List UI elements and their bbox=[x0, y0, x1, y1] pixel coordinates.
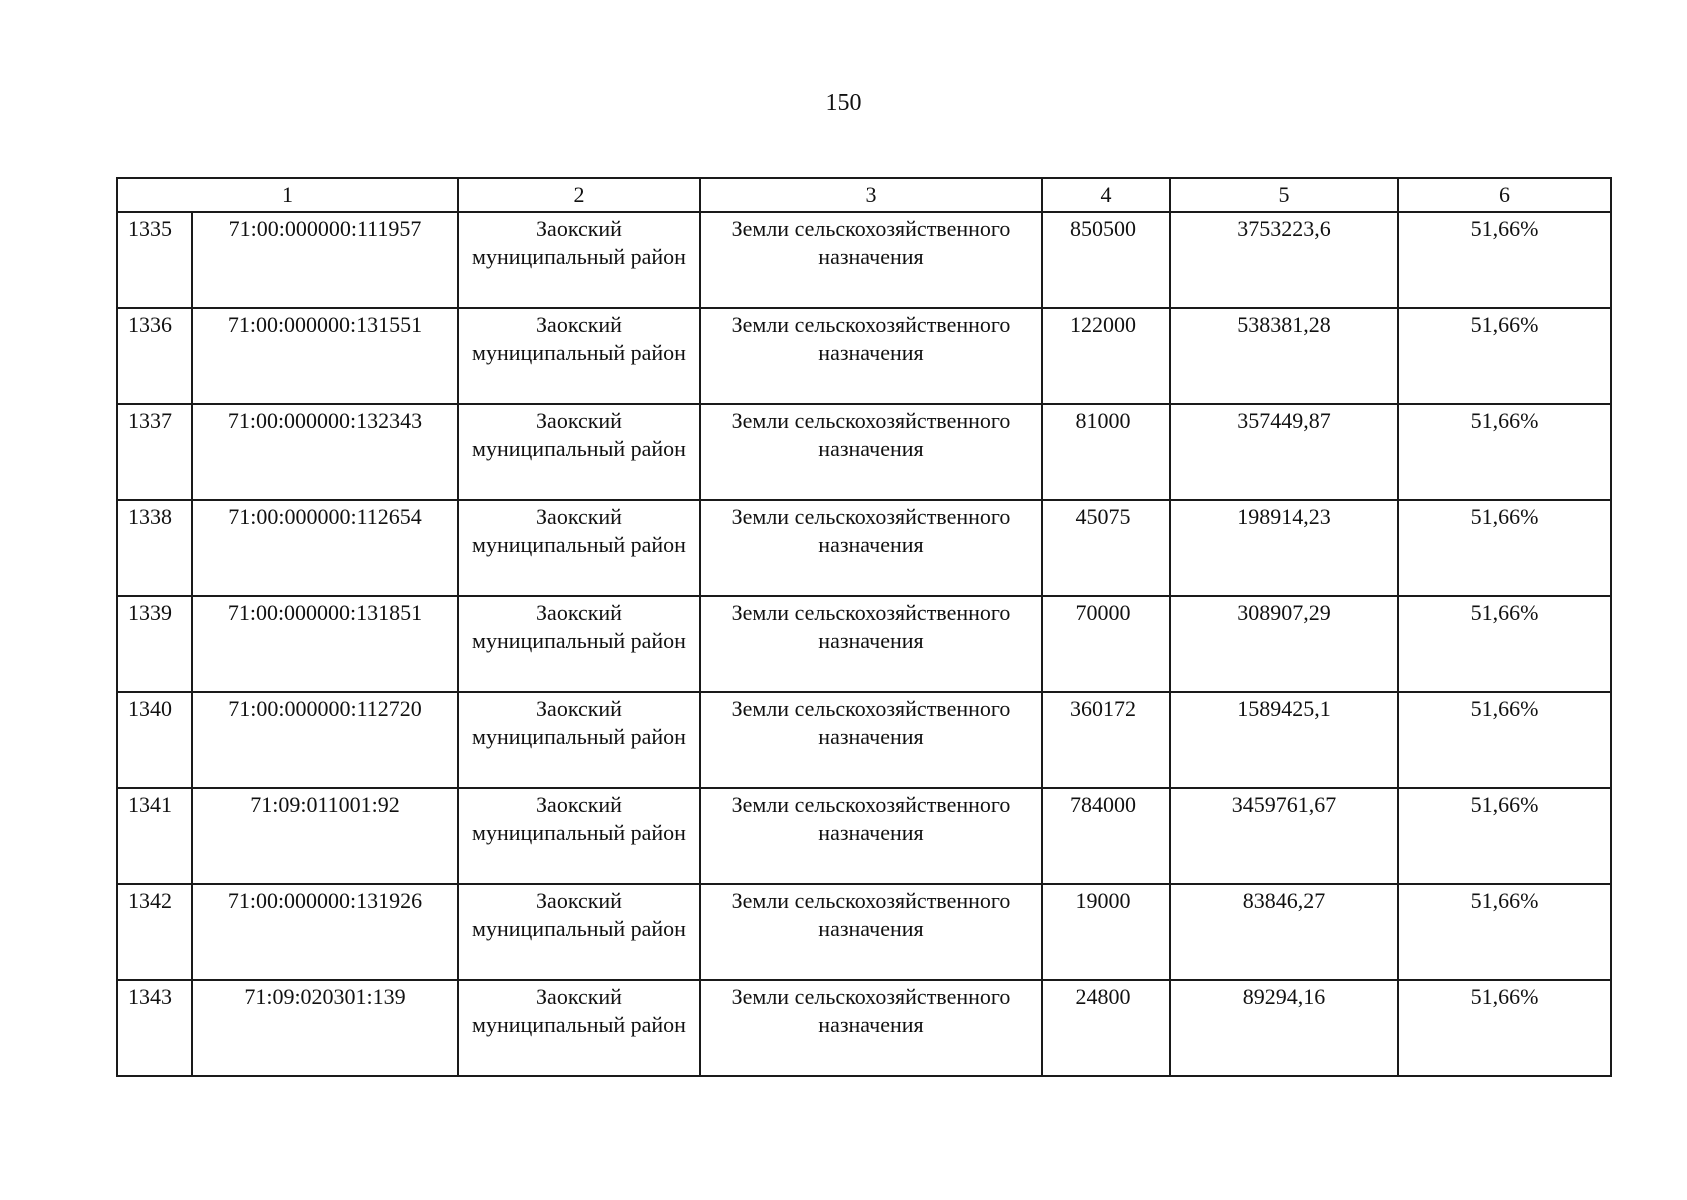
row-number: 1339 bbox=[117, 596, 192, 692]
row-number: 1337 bbox=[117, 404, 192, 500]
district: Заокский муниципальный район bbox=[458, 308, 700, 404]
table-row bbox=[117, 788, 1611, 884]
cadastral-number: 71:00:000000:132343 bbox=[192, 404, 458, 500]
cadastral-number: 71:09:020301:139 bbox=[192, 980, 458, 1076]
cadastral-value: 89294,16 bbox=[1170, 980, 1398, 1076]
area: 850500 bbox=[1042, 212, 1170, 308]
cadastral-value: 3753223,6 bbox=[1170, 212, 1398, 308]
row-number: 1342 bbox=[117, 884, 192, 980]
land-plots-table bbox=[116, 177, 1612, 1077]
land-category: Земли сельскохозяйственного назначения bbox=[700, 212, 1042, 308]
column-header-4: 4 bbox=[1042, 178, 1170, 212]
land-category: Земли сельскохозяйственного назначения bbox=[700, 308, 1042, 404]
row-number: 1336 bbox=[117, 308, 192, 404]
share: 51,66% bbox=[1398, 884, 1611, 980]
area: 360172 bbox=[1042, 692, 1170, 788]
cadastral-value: 1589425,1 bbox=[1170, 692, 1398, 788]
row-number: 1340 bbox=[117, 692, 192, 788]
land-category: Земли сельскохозяйственного назначения bbox=[700, 692, 1042, 788]
column-header-2: 2 bbox=[458, 178, 700, 212]
area: 81000 bbox=[1042, 404, 1170, 500]
area: 70000 bbox=[1042, 596, 1170, 692]
cadastral-value: 83846,27 bbox=[1170, 884, 1398, 980]
share: 51,66% bbox=[1398, 404, 1611, 500]
cadastral-number: 71:00:000000:112720 bbox=[192, 692, 458, 788]
table-header-row bbox=[117, 178, 1611, 212]
table-row bbox=[117, 980, 1611, 1076]
column-header-3: 3 bbox=[700, 178, 1042, 212]
cadastral-number: 71:00:000000:112654 bbox=[192, 500, 458, 596]
row-number: 1343 bbox=[117, 980, 192, 1076]
cadastral-number: 71:00:000000:131851 bbox=[192, 596, 458, 692]
share: 51,66% bbox=[1398, 596, 1611, 692]
district: Заокский муниципальный район bbox=[458, 980, 700, 1076]
row-number: 1338 bbox=[117, 500, 192, 596]
cadastral-number: 71:00:000000:131926 bbox=[192, 884, 458, 980]
land-category: Земли сельскохозяйственного назначения bbox=[700, 980, 1042, 1076]
cadastral-value: 538381,28 bbox=[1170, 308, 1398, 404]
share: 51,66% bbox=[1398, 212, 1611, 308]
district: Заокский муниципальный район bbox=[458, 788, 700, 884]
row-number: 1341 bbox=[117, 788, 192, 884]
table-row bbox=[117, 692, 1611, 788]
district: Заокский муниципальный район bbox=[458, 884, 700, 980]
land-category: Земли сельскохозяйственного назначения bbox=[700, 500, 1042, 596]
share: 51,66% bbox=[1398, 788, 1611, 884]
cadastral-value: 198914,23 bbox=[1170, 500, 1398, 596]
land-category: Земли сельскохозяйственного назначения bbox=[700, 404, 1042, 500]
cadastral-number: 71:09:011001:92 bbox=[192, 788, 458, 884]
cadastral-value: 308907,29 bbox=[1170, 596, 1398, 692]
table-row bbox=[117, 596, 1611, 692]
share: 51,66% bbox=[1398, 980, 1611, 1076]
cadastral-number: 71:00:000000:111957 bbox=[192, 212, 458, 308]
district: Заокский муниципальный район bbox=[458, 404, 700, 500]
share: 51,66% bbox=[1398, 500, 1611, 596]
district: Заокский муниципальный район bbox=[458, 596, 700, 692]
land-category: Земли сельскохозяйственного назначения bbox=[700, 884, 1042, 980]
district: Заокский муниципальный район bbox=[458, 692, 700, 788]
column-header-1: 1 bbox=[117, 178, 458, 212]
column-header-6: 6 bbox=[1398, 178, 1611, 212]
cadastral-number: 71:00:000000:131551 bbox=[192, 308, 458, 404]
area: 784000 bbox=[1042, 788, 1170, 884]
row-number: 1335 bbox=[117, 212, 192, 308]
district: Заокский муниципальный район bbox=[458, 500, 700, 596]
district: Заокский муниципальный район bbox=[458, 212, 700, 308]
area: 19000 bbox=[1042, 884, 1170, 980]
share: 51,66% bbox=[1398, 692, 1611, 788]
area: 24800 bbox=[1042, 980, 1170, 1076]
column-header-5: 5 bbox=[1170, 178, 1398, 212]
table-row bbox=[117, 404, 1611, 500]
page-number: 150 bbox=[825, 90, 862, 116]
cadastral-value: 3459761,67 bbox=[1170, 788, 1398, 884]
table-row bbox=[117, 212, 1611, 308]
table-row bbox=[117, 884, 1611, 980]
area: 122000 bbox=[1042, 308, 1170, 404]
land-category: Земли сельскохозяйственного назначения bbox=[700, 596, 1042, 692]
share: 51,66% bbox=[1398, 308, 1611, 404]
table-row bbox=[117, 308, 1611, 404]
cadastral-value: 357449,87 bbox=[1170, 404, 1398, 500]
area: 45075 bbox=[1042, 500, 1170, 596]
table-row bbox=[117, 500, 1611, 596]
land-category: Земли сельскохозяйственного назначения bbox=[700, 788, 1042, 884]
